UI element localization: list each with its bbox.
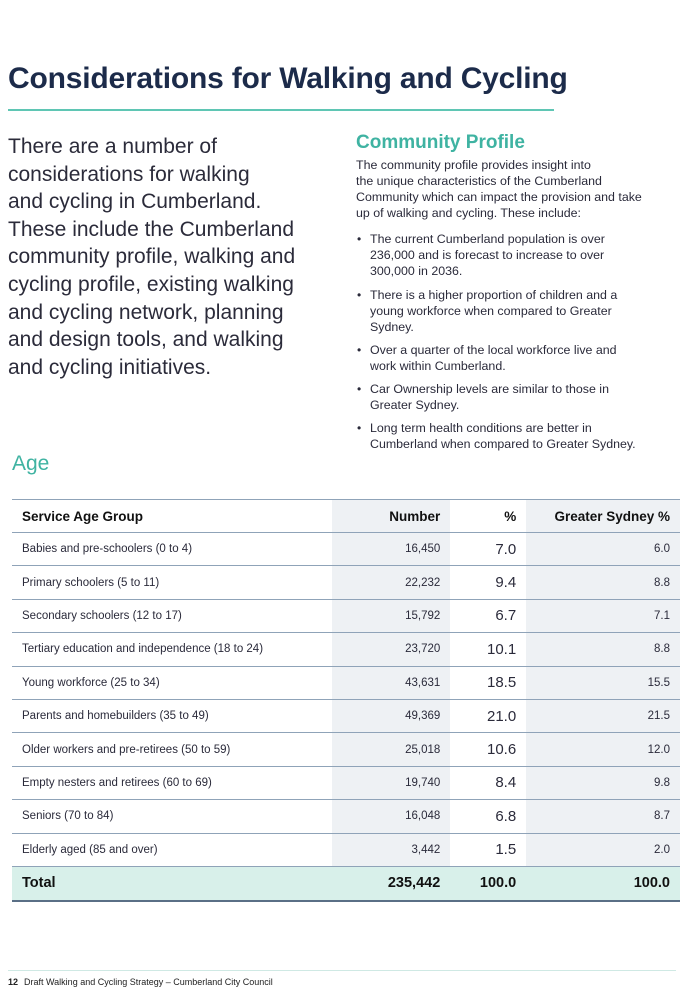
bullet-item bbox=[356, 288, 676, 335]
greater-sydney-percent-cell: 2.0 bbox=[526, 833, 680, 866]
percent-cell: 10.6 bbox=[450, 733, 526, 766]
age-group-cell: Tertiary education and independence (18 to 24) bbox=[12, 633, 332, 666]
number-cell: 16,048 bbox=[332, 800, 450, 833]
intro-line: There are a number of bbox=[8, 135, 217, 158]
paragraph-line: Community which can impact the provision and take bbox=[356, 190, 642, 204]
bullet-line: young workforce when compared to Greater bbox=[370, 303, 612, 318]
percent-cell: 7.0 bbox=[450, 533, 526, 566]
percent-cell: 18.5 bbox=[450, 666, 526, 699]
total-number-cell: 235,442 bbox=[332, 866, 450, 901]
community-profile-paragraph bbox=[356, 157, 676, 221]
intro-line: considerations for walking bbox=[8, 162, 250, 186]
age-group-cell: Older workers and pre-retirees (50 to 59) bbox=[12, 733, 332, 766]
age-table bbox=[12, 499, 680, 902]
number-cell: 19,740 bbox=[332, 766, 450, 799]
page-title: Considerations for Walking and Cycling bbox=[8, 62, 568, 95]
percent-cell: 8.4 bbox=[450, 766, 526, 799]
percent-cell: 6.7 bbox=[450, 599, 526, 632]
greater-sydney-percent-cell: 12.0 bbox=[526, 733, 680, 766]
table-row bbox=[12, 766, 680, 799]
intro-line: community profile, walking and bbox=[8, 245, 296, 269]
age-group-cell: Empty nesters and retirees (60 to 69) bbox=[12, 766, 332, 799]
intro-line: cycling profile, existing walking bbox=[8, 272, 294, 296]
age-heading: Age bbox=[12, 452, 50, 475]
greater-sydney-percent-cell: 9.8 bbox=[526, 766, 680, 799]
number-cell: 25,018 bbox=[332, 733, 450, 766]
intro-paragraph bbox=[8, 133, 328, 381]
paragraph-line: The community profile provides insight into bbox=[356, 158, 591, 172]
number-cell: 15,792 bbox=[332, 599, 450, 632]
intro-line: and cycling in Cumberland. bbox=[8, 190, 262, 214]
intro-line: and cycling network, planning bbox=[8, 300, 284, 324]
bullet-item bbox=[356, 343, 676, 375]
bullet-line: Greater Sydney. bbox=[370, 397, 460, 412]
bullet-line: 236,000 and is forecast to increase to over bbox=[370, 247, 605, 262]
percent-cell: 1.5 bbox=[450, 833, 526, 866]
table-row bbox=[12, 633, 680, 666]
total-greater-sydney-percent-cell: 100.0 bbox=[526, 866, 680, 901]
bullet-dot-icon: • bbox=[357, 382, 362, 396]
number-cell: 43,631 bbox=[332, 666, 450, 699]
table-row bbox=[12, 699, 680, 732]
footer-divider bbox=[8, 970, 676, 971]
bullet-line: Car Ownership levels are similar to those in bbox=[370, 382, 609, 396]
paragraph-line: the unique characteristics of the Cumberland bbox=[356, 174, 602, 188]
table-row bbox=[12, 566, 680, 599]
age-group-cell: Seniors (70 to 84) bbox=[12, 800, 332, 833]
table-row bbox=[12, 533, 680, 566]
intro-line: These include the Cumberland bbox=[8, 217, 295, 241]
column-header: Greater Sydney % bbox=[526, 500, 680, 533]
page-number: 12 bbox=[8, 977, 19, 987]
total-percent-cell: 100.0 bbox=[450, 866, 526, 901]
paragraph-line: up of walking and cycling. These include: bbox=[356, 206, 582, 220]
bullet-line: The current Cumberland population is over bbox=[370, 232, 605, 246]
percent-cell: 9.4 bbox=[450, 566, 526, 599]
age-group-cell: Young workforce (25 to 34) bbox=[12, 666, 332, 699]
table-header-row bbox=[12, 500, 680, 533]
bullet-item bbox=[356, 421, 676, 453]
bullet-line: 300,000 in 2036. bbox=[370, 263, 463, 278]
intro-line: and design tools, and walking bbox=[8, 328, 284, 352]
age-group-cell: Elderly aged (85 and over) bbox=[12, 833, 332, 866]
table-row bbox=[12, 666, 680, 699]
table-row bbox=[12, 733, 680, 766]
age-group-cell: Babies and pre-schoolers (0 to 4) bbox=[12, 533, 332, 566]
age-group-cell: Secondary schoolers (12 to 17) bbox=[12, 599, 332, 632]
greater-sydney-percent-cell: 21.5 bbox=[526, 699, 680, 732]
table-row bbox=[12, 833, 680, 866]
column-header: % bbox=[450, 500, 526, 533]
table-row bbox=[12, 599, 680, 632]
greater-sydney-percent-cell: 7.1 bbox=[526, 599, 680, 632]
total-label-cell: Total bbox=[12, 866, 332, 901]
bullet-dot-icon: • bbox=[357, 343, 362, 357]
page-footer bbox=[8, 977, 273, 987]
percent-cell: 6.8 bbox=[450, 800, 526, 833]
greater-sydney-percent-cell: 8.8 bbox=[526, 566, 680, 599]
bullet-dot-icon: • bbox=[357, 421, 362, 435]
table-row bbox=[12, 800, 680, 833]
number-cell: 16,450 bbox=[332, 533, 450, 566]
footer-text: Draft Walking and Cycling Strategy – Cumberland City Council bbox=[24, 977, 273, 987]
bullet-item bbox=[356, 382, 676, 414]
intro-line: and cycling initiatives. bbox=[8, 355, 212, 379]
greater-sydney-percent-cell: 8.8 bbox=[526, 633, 680, 666]
bullet-dot-icon: • bbox=[357, 288, 362, 302]
number-cell: 22,232 bbox=[332, 566, 450, 599]
number-cell: 23,720 bbox=[332, 633, 450, 666]
community-profile-heading: Community Profile bbox=[356, 132, 525, 153]
number-cell: 3,442 bbox=[332, 833, 450, 866]
column-header: Number bbox=[332, 500, 450, 533]
total-row bbox=[12, 866, 680, 901]
age-group-cell: Primary schoolers (5 to 11) bbox=[12, 566, 332, 599]
title-underline bbox=[8, 109, 554, 111]
percent-cell: 10.1 bbox=[450, 633, 526, 666]
bullet-line: Sydney. bbox=[370, 319, 414, 334]
bullet-item bbox=[356, 232, 676, 279]
greater-sydney-percent-cell: 6.0 bbox=[526, 533, 680, 566]
column-header: Service Age Group bbox=[12, 500, 332, 533]
bullet-line: Cumberland when compared to Greater Sydney. bbox=[370, 436, 636, 451]
greater-sydney-percent-cell: 15.5 bbox=[526, 666, 680, 699]
greater-sydney-percent-cell: 8.7 bbox=[526, 800, 680, 833]
bullet-dot-icon: • bbox=[357, 232, 362, 246]
bullet-line: Long term health conditions are better in bbox=[370, 421, 592, 435]
bullet-line: work within Cumberland. bbox=[370, 358, 506, 373]
number-cell: 49,369 bbox=[332, 699, 450, 732]
age-group-cell: Parents and homebuilders (35 to 49) bbox=[12, 699, 332, 732]
bullet-line: There is a higher proportion of children and a bbox=[370, 288, 618, 302]
bullet-line: Over a quarter of the local workforce live and bbox=[370, 343, 617, 357]
percent-cell: 21.0 bbox=[450, 699, 526, 732]
